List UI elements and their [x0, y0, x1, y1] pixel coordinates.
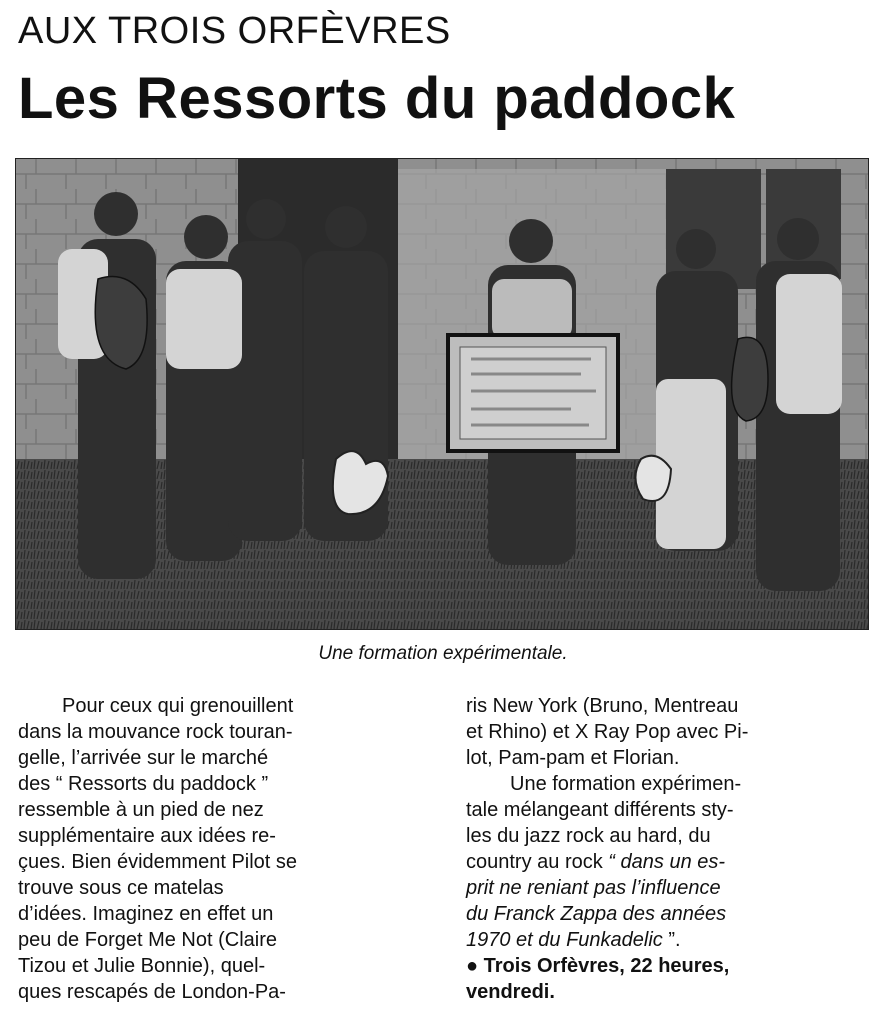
text-line — [466, 849, 870, 875]
text-line: Une formation expérimen- — [510, 773, 742, 795]
text-line: ques rescapés de London-Pa- — [18, 981, 286, 1003]
info-day: vendredi. — [466, 981, 555, 1003]
text-line: dans la mouvance rock touran- — [18, 721, 293, 743]
bullet-icon: ● — [466, 955, 479, 977]
quote-start: “ dans un es- — [608, 851, 726, 873]
text-line: peu de Forget Me Not (Claire — [18, 929, 278, 951]
text-line — [466, 927, 870, 953]
text-line: du Franck Zappa des années — [466, 903, 727, 925]
text-line: ressemble à un pied de nez — [18, 799, 264, 821]
text-line: supplémentaire aux idées re- — [18, 825, 276, 847]
text-line: Tizou et Julie Bonnie), quel- — [18, 955, 266, 977]
text-line: d’idées. Imaginez en effet un — [18, 903, 274, 925]
info-venue: Trois Orfèvres, 22 heures, — [478, 955, 730, 977]
text-line: çues. Bien évidemment Pilot se — [18, 851, 298, 873]
text-line: tale mélangeant différents sty- — [466, 799, 734, 821]
text-line: et Rhino) et X Ray Pop avec Pi- — [466, 721, 749, 743]
text-line: ris New York (Bruno, Mentreau — [466, 695, 739, 717]
text-line: des “ Ressorts du paddock ” — [18, 773, 269, 795]
text-line: Pour ceux qui grenouillent — [62, 695, 294, 717]
quote-end: 1970 et du Funkadelic — [466, 929, 663, 951]
text-line: gelle, l’arrivée sur le marché — [18, 747, 269, 769]
text-plain: country au rock — [466, 851, 609, 873]
text-line: les du jazz rock au hard, du — [466, 825, 711, 847]
article-column-left — [18, 693, 431, 1005]
kicker: AUX TROIS ORFÈVRES — [18, 10, 451, 52]
photo-caption: Une formation expérimentale. — [318, 643, 568, 664]
headline: Les Ressorts du paddock — [18, 66, 736, 131]
info-line — [466, 953, 870, 979]
text-line: prit ne reniant pas l’influence — [466, 877, 721, 899]
band-photo — [15, 158, 869, 630]
article-column-right — [466, 693, 870, 1005]
text-line: trouve sous ce matelas — [18, 877, 224, 899]
text-plain: ”. — [662, 929, 681, 951]
text-line: lot, Pam-pam et Florian. — [466, 747, 680, 769]
